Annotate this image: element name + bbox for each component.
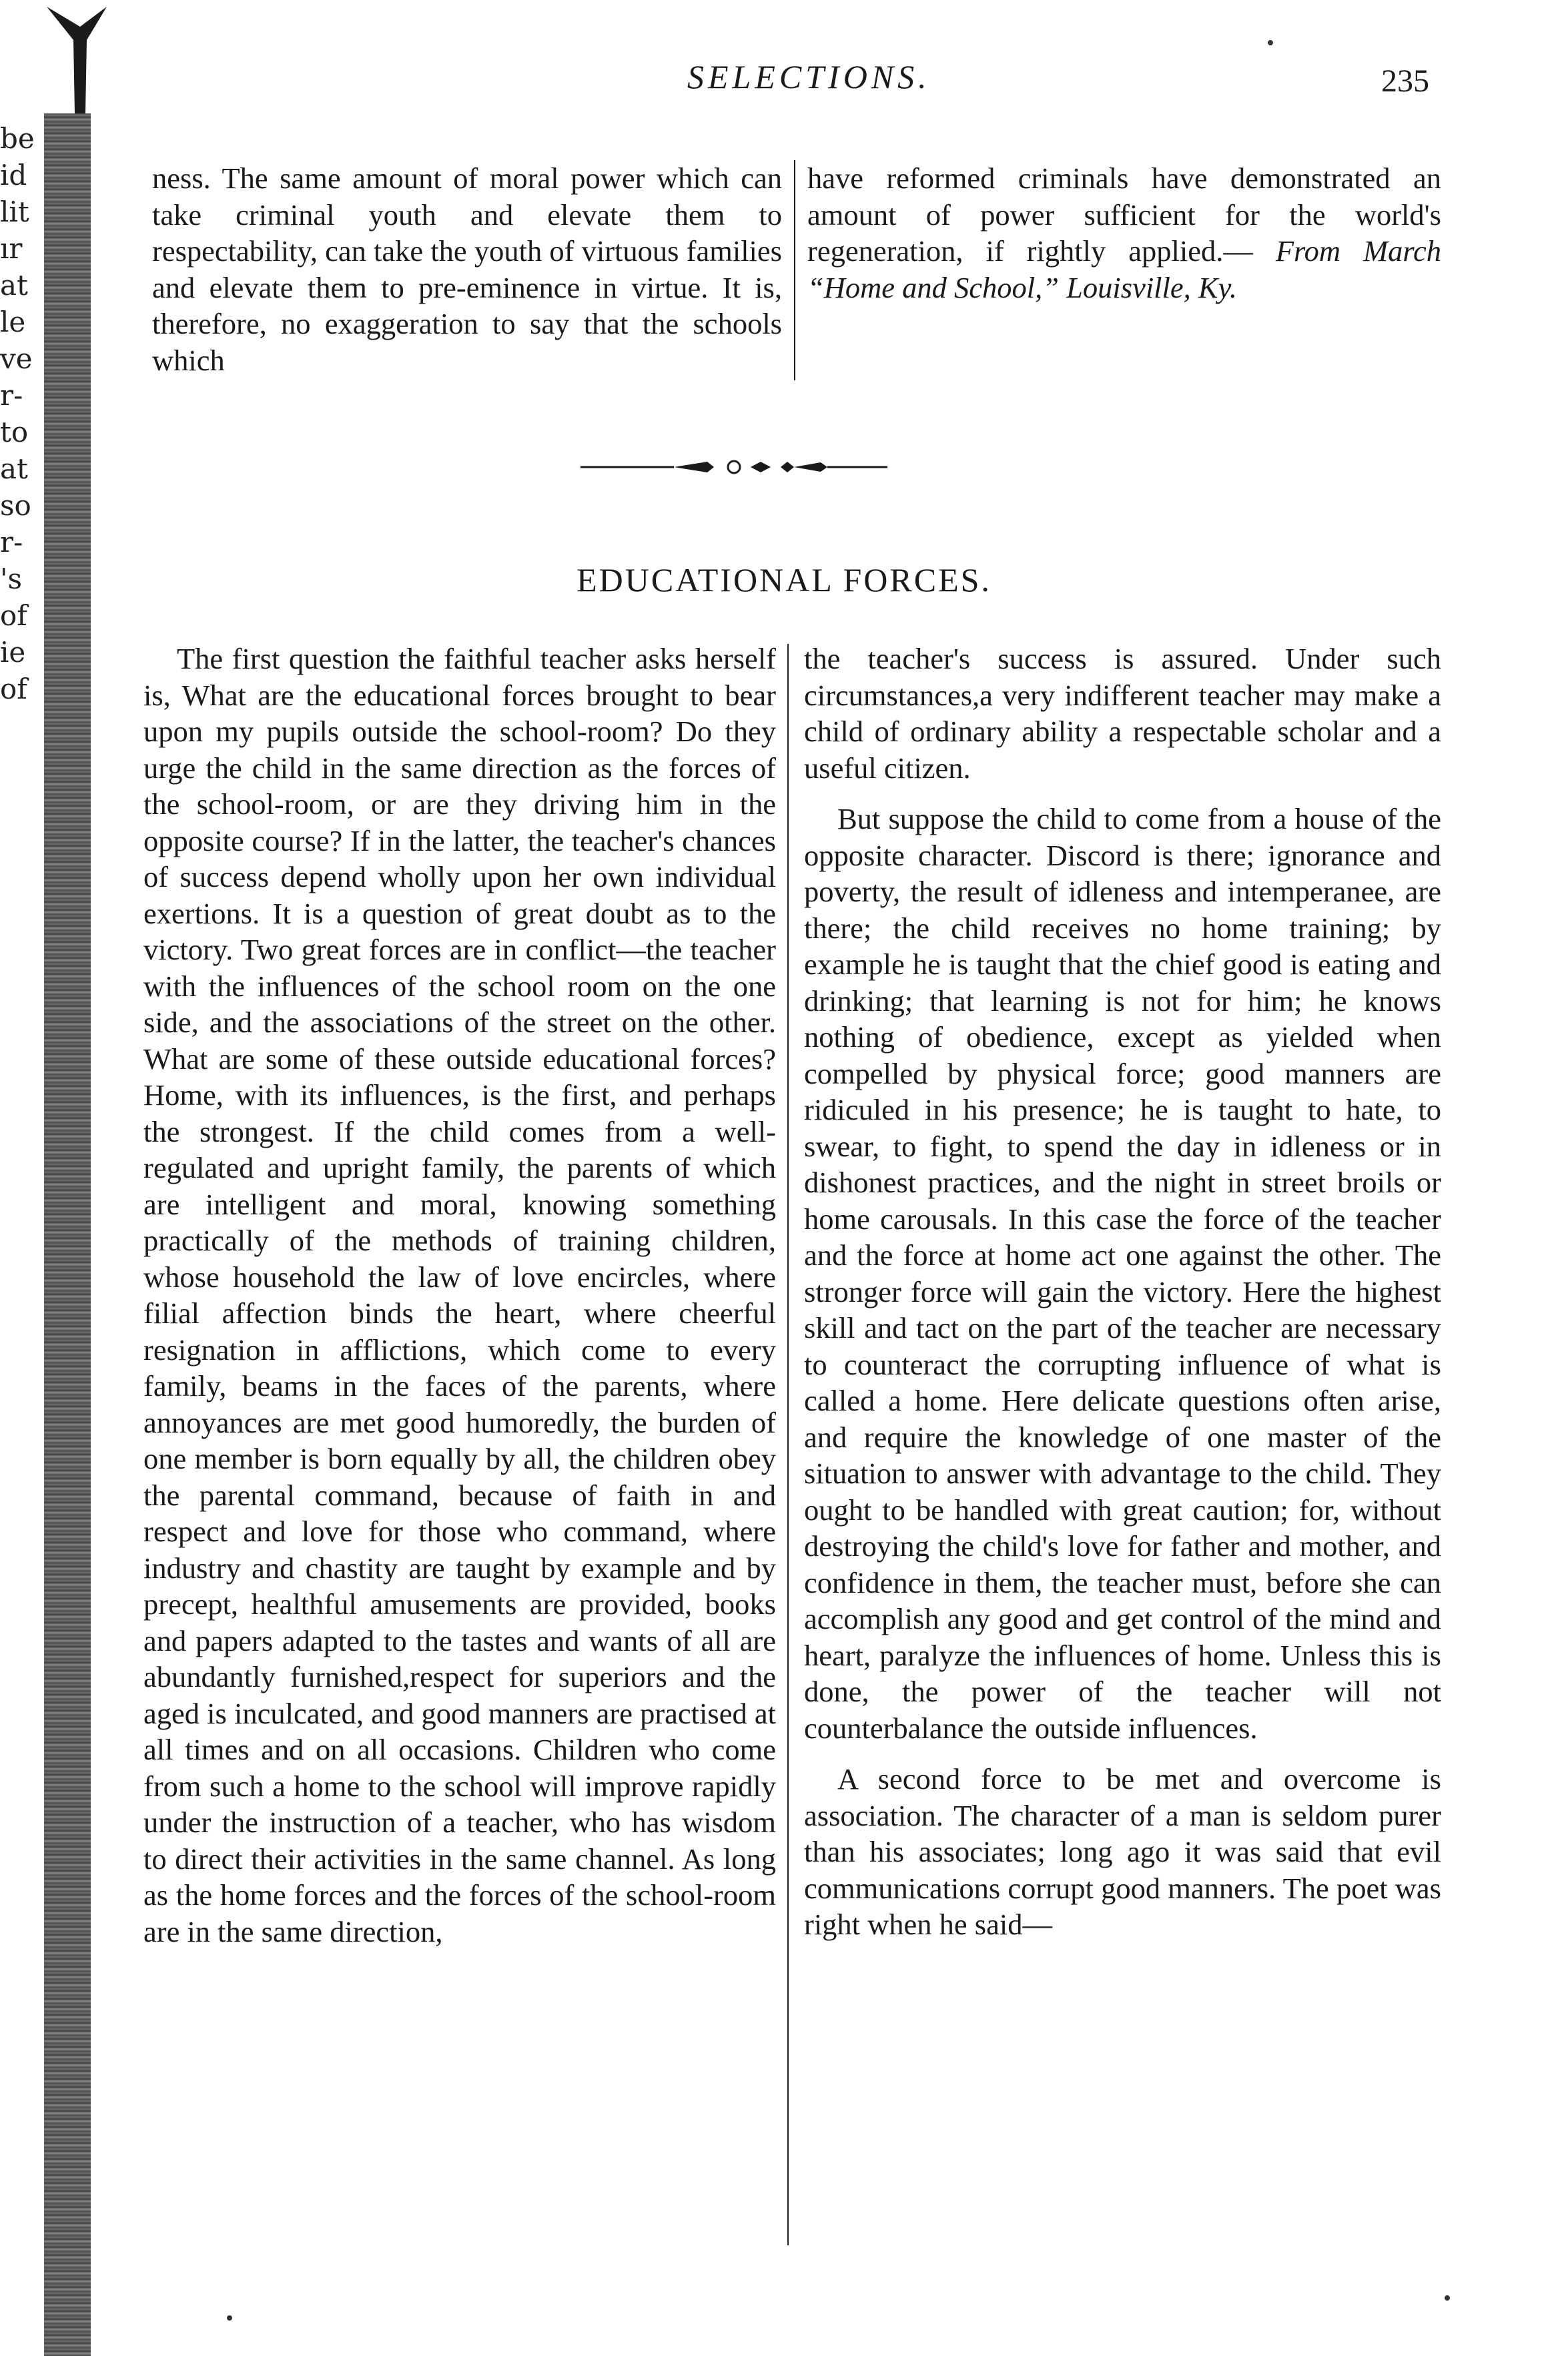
article-left-column <box>143 641 776 1950</box>
ink-speck <box>1445 2295 1450 2301</box>
running-title: SELECTIONS. <box>687 58 931 95</box>
edge-fragment: 's <box>0 562 23 595</box>
paragraph-text: have reformed criminals have demonstrated an amount of power sufficient for the world's regeneration, if rightly applied.— <box>807 161 1441 268</box>
page-number: 235 <box>1381 63 1429 99</box>
edge-fragment: ve <box>0 342 33 375</box>
column-rule <box>787 644 789 2245</box>
running-head <box>0 57 1568 111</box>
article-right-column <box>804 641 1441 1943</box>
paragraph: But suppose the child to come from a house of the opposite character. Discord is there; ignorance and poverty, the result of idleness and intemperanee, are there; the child receives no home training; by example he is taught that the chief good is eating and drinking; that learning is not for him; he knows nothing of obedience, except as yielded when compelled by physical force; good manners are ridiculed in his presence; he is taught to hate, to swear, to fight, to spend the day in idleness or in dishonest practices, and the night in street broils or home carousals. In this case the force of the teacher and the force at home act one against the other. The stronger force will gain the victory. Here the highest skill and tact on the part of the teacher are necessary to counteract the corrupting influence of what is called a home. Here delicate questions often arise, and require the knowledge of one master of the situation to answer with advantage to the child. They ought to be handled with great caution; for, without destroying the child's love for father and mother, and confidence in them, the teacher must, before she can accomplish any good and get control of the mind and heart, paralyze the influences of home. Unless this is done, the power of the teacher will not counterbalance the outside influences. <box>804 802 1441 1745</box>
paragraph: A second force to be met and overcome is association. The character of a man is seldom purer than his associates; long ago it was said that evil communications corrupt good manners. The poet was right when he said— <box>804 1762 1441 1941</box>
paragraph <box>807 160 1441 306</box>
edge-fragment: ie <box>0 636 26 669</box>
edge-fragment: r- <box>0 379 23 412</box>
ink-speck <box>227 2315 232 2321</box>
paragraph: the teacher's success is assured. Under such circumstances,a very indifferent teacher may make a child of ordinary ability a respectable scholar and a useful citizen. <box>804 642 1441 785</box>
column-rule <box>794 160 795 380</box>
ink-speck <box>1268 40 1273 45</box>
edge-fragment: so <box>0 489 31 522</box>
edge-fragment: lit <box>0 195 29 228</box>
edge-fragment: id <box>0 159 27 191</box>
edge-fragment: at <box>0 452 28 485</box>
edge-fragment: at <box>0 269 28 302</box>
edge-fragment: of <box>0 673 27 705</box>
ornamental-rule <box>574 454 894 480</box>
continued-text-left-column <box>152 160 782 378</box>
edge-fragment: be <box>0 122 35 155</box>
source-attribution: From March “Home and School,” Louisville, Ky. <box>807 234 1441 304</box>
edge-fragment: le <box>0 306 26 338</box>
edge-fragment: of <box>0 599 27 632</box>
continued-text-right-column <box>807 160 1441 306</box>
paragraph: ness. The same amount of moral power which can take criminal youth and elevate them to respectability, can take the youth of virtuous families and elevate them to pre-eminence in virtue. It is, therefore, no exaggeration to say that the schools which <box>152 161 782 377</box>
edge-fragment: ır <box>0 232 23 265</box>
edge-fragment: to <box>0 416 29 448</box>
paragraph: The first question the faithful teacher asks herself is, What are the educational forces brought to bear upon my pupils outside the school-room? Do they urge the child in the same direction as the forces of the school-room, or are they driving him in the opposite course? If in the latter, the teacher's chances of success depend wholly upon her own individual exertions. It is a question of great doubt as to the victory. Two great forces are in conflict—the teacher with the influences of the school room on the one side, and the associations of the street on the other. What are some of these outside educational forces? Home, with its influences, is the first, and perhaps the strongest. If the child comes from a well-regulated and upright family, the parents of which are intelligent and moral, knowing something practically of the methods of training children, whose household the law of love encircles, where filial affection binds the heart, where cheerful resignation in afflictions, which come to every family, beams in the faces of the parents, where annoyances are met good humoredly, the burden of one member is born equally by all, the children obey the parental command, because of faith in and respect and love for those who command, where industry and chastity are taught by example and by precept, healthful amusements are provided, books and papers adapted to the tastes and wants of all are abundantly furnished,respect for superiors and the aged is inculcated, and good manners are practised at all times and on all occasions. Children who come from such a home to the school will improve rapidly under the instruction of a teacher, who has wisdom to direct their activities in the same channel. As long as the home forces and the forces of the school-room are in the same direction, <box>143 642 776 1948</box>
previous-page-edge-text <box>0 120 53 707</box>
article-title: EDUCATIONAL FORCES. <box>576 561 992 599</box>
edge-fragment: r- <box>0 526 23 558</box>
